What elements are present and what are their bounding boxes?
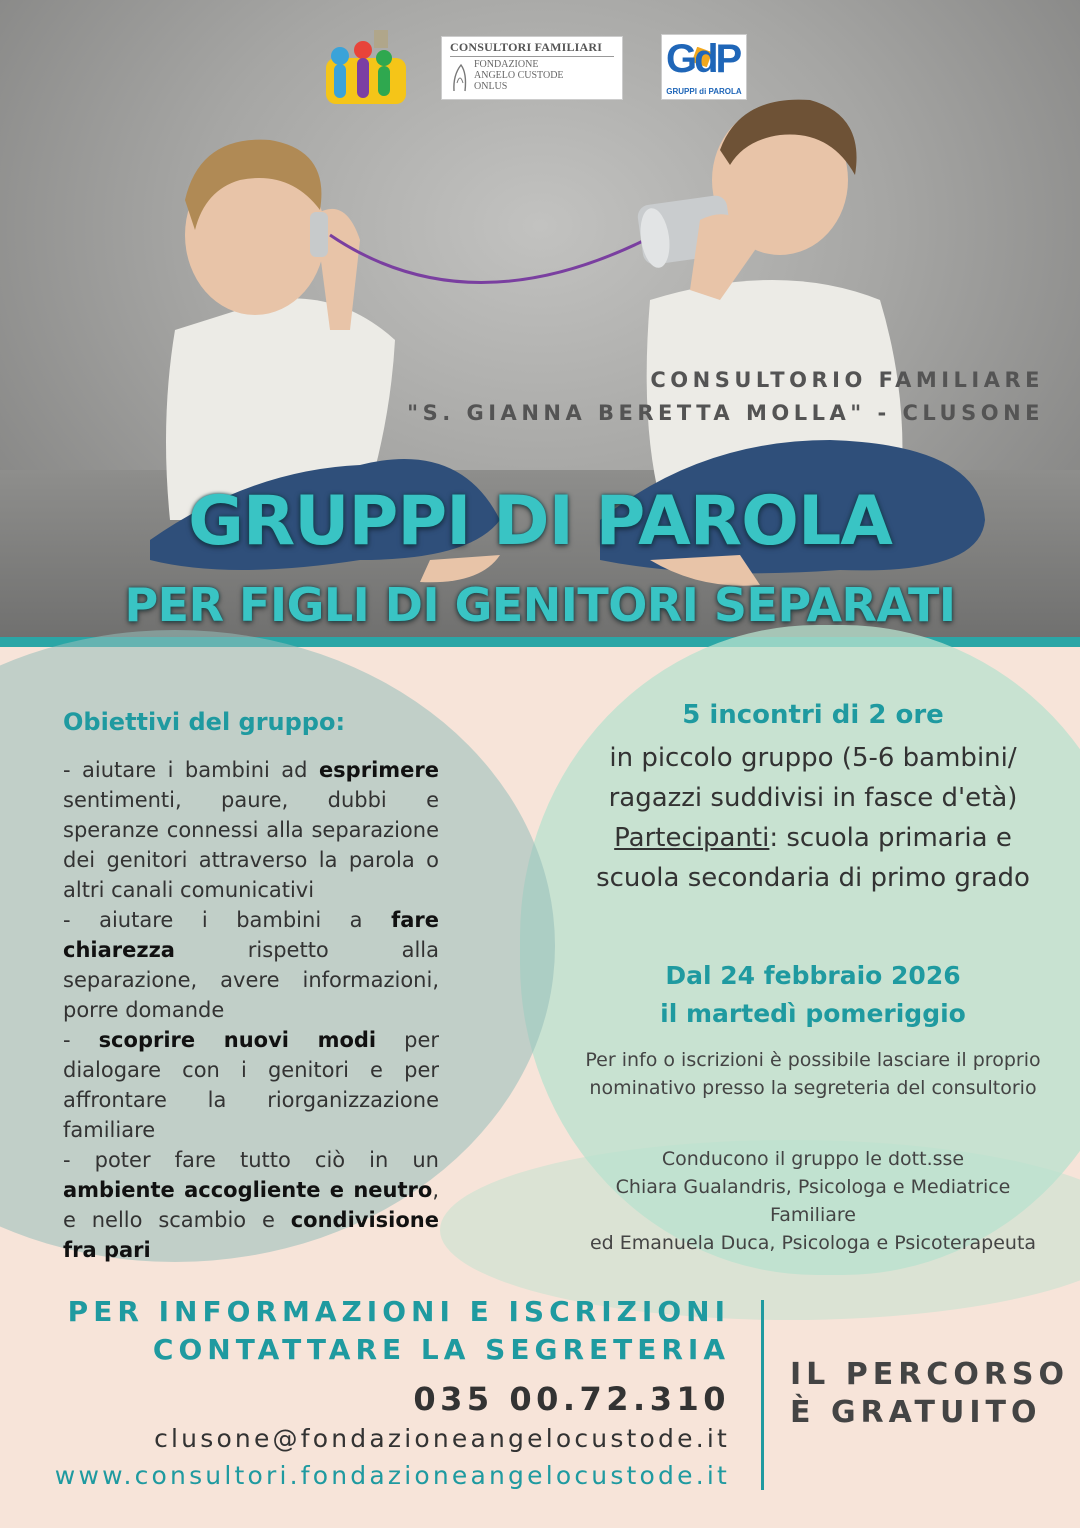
start-date: Dal 24 febbraio 2026: [665, 961, 961, 990]
meetings-line-2: ragazzi suddivisi in fasce d'età): [608, 783, 1018, 813]
facilitator-2: ed Emanuela Duca, Psicologa e Psicoterapeuta: [589, 1232, 1037, 1254]
info-line-1: Per info o iscrizioni è possibile lasciare il proprio: [585, 1049, 1041, 1071]
meetings-line-1: in piccolo gruppo (5-6 bambini/: [609, 743, 1017, 773]
consultori-logo-divider: [450, 56, 614, 57]
contact-heading-line-1: PER INFORMAZIONI E ISCRIZIONI: [67, 1295, 730, 1328]
organization-name: [407, 364, 1044, 430]
meetings-description: [580, 738, 1046, 898]
info-note: [580, 1046, 1046, 1102]
participants-label: Partecipanti: [614, 823, 770, 853]
objective-item-4: - poter fare tutto ciò in un ambiente accogliente e neutro, e nello scambio e condivisione fra pari: [63, 1148, 439, 1262]
consultori-logo-sub2: ANGELO CUSTODE: [474, 70, 564, 81]
objective-item-3: - scoprire nuovi modi per dialogare con i genitori e per affrontare la riorganizzazione familiare: [63, 1028, 439, 1142]
hero-photo: [0, 0, 1080, 645]
footer-divider: [761, 1300, 764, 1490]
consultori-logo-title: CONSULTORI FAMILIARI: [450, 40, 603, 54]
gdp-logo-mark: GdP: [666, 37, 740, 81]
org-line-1: CONSULTORIO FAMILIARE: [650, 368, 1044, 392]
main-subtitle: PER FIGLI DI GENITORI SEPARATI: [124, 578, 956, 632]
schedule-block: [580, 957, 1046, 1033]
consultori-familiari-logo: [441, 36, 623, 100]
objective-item-1: - aiutare i bambini ad esprimere sentimenti, paure, dubbi e speranze connessi alla separazione dei genitori attraverso la parola o altri canali comunicativi: [63, 758, 439, 902]
facilitators-intro: Conducono il gruppo le dott.sse: [661, 1148, 965, 1170]
weekday-time: il martedì pomeriggio: [660, 999, 966, 1028]
phone-number[interactable]: 035 00.72.310: [413, 1380, 730, 1418]
org-line-2: "S. GIANNA BERETTA MOLLA" - CLUSONE: [407, 401, 1044, 425]
facilitator-1: Chiara Gualandris, Psicologa e Mediatrice Familiare: [615, 1176, 1011, 1226]
objectives-heading: Obiettivi del gruppo:: [63, 708, 346, 736]
colorful-family-logo: [318, 28, 410, 110]
website-link[interactable]: www.consultori.fondazioneangelocustode.it: [54, 1461, 730, 1490]
info-line-2: nominativo presso la segreteria del consultorio: [589, 1077, 1037, 1099]
main-title: GRUPPI DI PAROLA: [188, 482, 892, 561]
email-link[interactable]: clusone@fondazioneangelocustode.it: [154, 1424, 730, 1453]
meetings-heading: 5 incontri di 2 ore: [682, 700, 944, 730]
string-line: [330, 235, 655, 283]
contact-heading: [68, 1293, 730, 1369]
free-line-1: IL PERCORSO: [790, 1357, 1070, 1392]
consultori-logo-sub1: FONDAZIONE: [474, 59, 539, 70]
consultori-logo-sub3: ONLUS: [474, 81, 508, 92]
gdp-logo-caption: GRUPPI di PAROLA: [666, 87, 742, 96]
gruppi-di-parola-logo: [661, 34, 747, 100]
participants-line: Partecipanti: scuola primaria e: [614, 823, 1012, 853]
objective-item-2: - aiutare i bambini a fare chiarezza rispetto alla separazione, avere informazioni, porre domande: [63, 908, 439, 1022]
free-line-2: È GRATUITO: [790, 1395, 1042, 1430]
contact-heading-line-2: CONTATTARE LA SEGRETERIA: [152, 1333, 730, 1366]
meetings-line-4: scuola secondaria di primo grado: [596, 863, 1030, 893]
free-course-note: [790, 1356, 1069, 1432]
objectives-list: [63, 755, 439, 1265]
consultori-logo-sub: [474, 59, 564, 92]
facilitators-block: [580, 1145, 1046, 1257]
angel-mark-icon: [451, 61, 469, 93]
